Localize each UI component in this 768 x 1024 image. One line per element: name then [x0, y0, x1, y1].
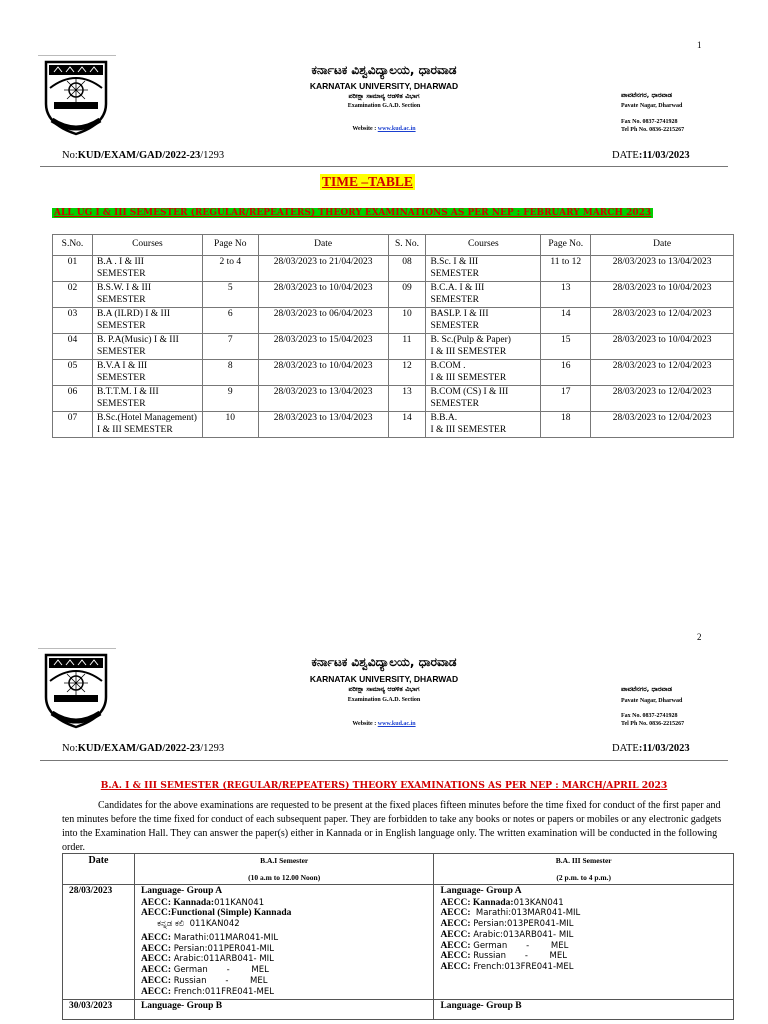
course-cell: B.C.A. I & III SEMESTER	[426, 282, 541, 308]
website-label: Website :	[352, 126, 378, 132]
fax-number: Fax No. 0837-2741928	[621, 119, 678, 125]
serial-number: 11	[388, 334, 426, 360]
university-name: KARNATAK UNIVERSITY, DHARWAD	[309, 674, 459, 684]
address: Pavate Nagar, Dharwad	[621, 103, 683, 109]
university-name-kannada: ಕರ್ನಾಟಕ ವಿಶ್ವವಿದ್ಯಾಲಯ, ಧಾರವಾಡ	[311, 63, 457, 77]
date-range: 28/03/2023 to 13/04/2023	[258, 412, 388, 438]
date-range: 28/03/2023 to 12/04/2023	[591, 386, 734, 412]
ba-exam-schedule-table	[62, 853, 734, 1020]
sem3-papers: Language- Group B	[434, 999, 734, 1019]
header-rule	[40, 760, 728, 761]
page-number-cell: 16	[541, 360, 591, 386]
university-name-kannada: ಕರ್ನಾಟಕ ವಿಶ್ವವಿದ್ಯಾಲಯ, ಧಾರವಾಡ	[311, 655, 457, 669]
column-header: Date	[258, 235, 388, 256]
page-number-cell: 13	[541, 282, 591, 308]
serial-number: 02	[53, 282, 93, 308]
date-range: 28/03/2023 to 10/04/2023	[258, 282, 388, 308]
page-number: 1	[697, 40, 702, 50]
page-number-cell: 8	[202, 360, 258, 386]
serial-number: 10	[388, 308, 426, 334]
page-number-cell: 11 to 12	[541, 256, 591, 282]
table-row	[53, 334, 734, 360]
website-link[interactable]: www.kud.ac.in	[377, 126, 416, 132]
logo-divider	[38, 648, 116, 649]
column-header: S. No.	[388, 235, 426, 256]
table-row	[63, 885, 734, 1000]
paper-line: ಕನ್ನಡ ಕಲಿ 011KAN042	[140, 919, 240, 930]
document-date: DATE:11/03/2023	[612, 743, 690, 754]
sem1-column-header: B.A.I Semester (10 a.m to 12.00 Noon)	[134, 854, 434, 885]
page-number-cell: 7	[202, 334, 258, 360]
website-link[interactable]: www.kud.ac.in	[377, 721, 416, 727]
date-range: 28/03/2023 to 21/04/2023	[258, 256, 388, 282]
paper-line: AECC: Persian:013PER041-MIL	[440, 919, 574, 930]
course-cell: B. P.A(Music) I & III SEMESTER	[92, 334, 202, 360]
section-name: Examination G.A.D. Section	[347, 697, 421, 703]
table-row	[63, 999, 734, 1019]
section-name-kannada: ಪರೀಕ್ಷಾ ಸಾಮಾನ್ಯ ಆಡಳಿತ ವಿಭಾಗ	[348, 92, 420, 100]
document-date: DATE:11/03/2023	[612, 150, 690, 161]
column-header: Page No	[202, 235, 258, 256]
serial-number: 08	[388, 256, 426, 282]
header-rule	[40, 166, 728, 167]
date-range: 28/03/2023 to 06/04/2023	[258, 308, 388, 334]
serial-number: 05	[53, 360, 93, 386]
table-row	[53, 412, 734, 438]
date-range: 28/03/2023 to 10/04/2023	[591, 334, 734, 360]
column-header: S.No.	[53, 235, 93, 256]
date-range: 28/03/2023 to 13/04/2023	[591, 256, 734, 282]
column-header: Courses	[426, 235, 541, 256]
paper-line: AECC: Russian - MEL	[440, 951, 567, 962]
ba-exam-banner: B.A. I & III SEMESTER (REGULAR/REPEATERS) THEORY EXAMINATIONS AS PER NEP : MARCH/APRIL 2023	[100, 780, 668, 791]
course-cell: B.COM (CS) I & III SEMESTER	[426, 386, 541, 412]
page-number-cell: 14	[541, 308, 591, 334]
table-row	[53, 308, 734, 334]
page-number-cell: 17	[541, 386, 591, 412]
address-kannada: ಪಾವಟೆನಗರ, ಧಾರವಾಡ	[621, 91, 672, 99]
page-number-cell: 5	[202, 282, 258, 308]
table-row	[53, 282, 734, 308]
table-header-row	[53, 235, 734, 256]
page-number-cell: 18	[541, 412, 591, 438]
paper-line: AECC:Functional (Simple) Kannada	[140, 908, 292, 919]
date-range: 28/03/2023 to 13/04/2023	[258, 386, 388, 412]
sem3-papers: Language- Group A AECC: Kannada:013KAN041 AECC: Marathi:013MAR041-MIL AECC: Persian:013PER041-MIL AECC: Arabic:013ARB041- MIL AECC: German - MEL AECC: Russian - MEL AECC: French:013FRE041-MEL	[434, 885, 734, 1000]
section-name-kannada: ಪರೀಕ್ಷಾ ಸಾಮಾನ್ಯ ಆಡಳಿತ ವಿಭಾಗ	[348, 685, 420, 693]
instructions-paragraph: Candidates for the above examinations are requested to be present at the fixed places fifteen minutes before the time fixed for conduct of the first paper and ten minutes before the time fixed for conduct of each subsequent paper. They are forbidden to take any books or notes or papers or mobiles or any electronic gadgets into the Examination Hall. They can answer the paper(s) either in Kannada or in English language only. The written examination will be conducted in the following order.	[62, 800, 722, 853]
date-range: 28/03/2023 to 10/04/2023	[258, 360, 388, 386]
serial-number: 01	[53, 256, 93, 282]
course-cell: B.A (ILRD) I & III SEMESTER	[92, 308, 202, 334]
paper-line: AECC: Russian - MEL	[140, 976, 268, 987]
reference-number: No:KUD/EXAM/GAD/2022-23/1293	[62, 743, 225, 754]
course-cell: B.V.A I & III SEMESTER	[92, 360, 202, 386]
sem3-column-header: B.A. III Semester (2 p.m. to 4 p.m.)	[434, 854, 734, 885]
paper-line: AECC: Kannada:013KAN041	[440, 897, 564, 908]
address-kannada: ಪಾವಟೆನಗರ, ಧಾರವಾಡ	[621, 685, 672, 693]
page-number-cell: 9	[202, 386, 258, 412]
section-name: Examination G.A.D. Section	[347, 103, 421, 109]
paper-line: AECC: Arabic:013ARB041- MIL	[440, 929, 574, 940]
timetable-banner: ALL UG I & III SEMESTER (REGULAR/REPEATERS) THEORY EXAMINATIONS AS PER NEP : FEBRUARY MARCH 2023	[54, 208, 652, 218]
column-header: Page No.	[541, 235, 591, 256]
date-column-header: Date	[63, 854, 135, 885]
table-row	[53, 386, 734, 412]
date-range: 28/03/2023 to 15/04/2023	[258, 334, 388, 360]
course-cell: B.S.W. I & III SEMESTER	[92, 282, 202, 308]
website-label: Website :	[352, 721, 378, 727]
course-cell: B.A . I & III SEMESTER	[92, 256, 202, 282]
paper-line: AECC: Kannada:011KAN041	[140, 897, 265, 908]
page-number-cell: 10	[202, 412, 258, 438]
course-cell: B.B.A. I & III SEMESTER	[426, 412, 541, 438]
serial-number: 14	[388, 412, 426, 438]
table-row	[53, 360, 734, 386]
course-cell: B.T.T.M. I & III SEMESTER	[92, 386, 202, 412]
university-name: KARNATAK UNIVERSITY, DHARWAD	[309, 81, 459, 91]
paper-line: AECC: Marathi:013MAR041-MIL	[440, 908, 581, 919]
paper-line: AECC: Persian:011PER041-MIL	[140, 943, 275, 954]
serial-number: 06	[53, 386, 93, 412]
course-cell: B.COM . I & III SEMESTER	[426, 360, 541, 386]
serial-number: 09	[388, 282, 426, 308]
serial-number: 12	[388, 360, 426, 386]
serial-number: 13	[388, 386, 426, 412]
sem1-papers: Language- Group B	[134, 999, 434, 1019]
exam-date: 30/03/2023	[63, 999, 135, 1019]
serial-number: 04	[53, 334, 93, 360]
exam-date: 28/03/2023	[63, 885, 135, 1000]
fax-number: Fax No. 0837-2741928	[621, 713, 678, 719]
course-cell: B.Sc. I & III SEMESTER	[426, 256, 541, 282]
paper-line: AECC: German - MEL	[440, 940, 569, 951]
column-header: Courses	[92, 235, 202, 256]
table-row	[53, 256, 734, 282]
paper-line: AECC: Marathi:011MAR041-MIL	[140, 932, 279, 943]
date-range: 28/03/2023 to 12/04/2023	[591, 360, 734, 386]
date-range: 28/03/2023 to 10/04/2023	[591, 282, 734, 308]
column-header: Date	[591, 235, 734, 256]
page-number: 2	[697, 632, 702, 642]
course-cell: BASLP. I & III SEMESTER	[426, 308, 541, 334]
page-number-cell: 2 to 4	[202, 256, 258, 282]
date-range: 28/03/2023 to 12/04/2023	[591, 308, 734, 334]
paper-line: AECC: French:011FRE041-MEL	[140, 986, 274, 997]
reference-number: No:KUD/EXAM/GAD/2022-23/1293	[62, 150, 225, 161]
page-number-cell: 6	[202, 308, 258, 334]
logo-divider	[38, 55, 116, 56]
date-range: 28/03/2023 to 12/04/2023	[591, 412, 734, 438]
page-number-cell: 15	[541, 334, 591, 360]
sem1-papers: Language- Group A AECC: Kannada:011KAN041 AECC:Functional (Simple) Kannada ಕನ್ನಡ ಕಲಿ 011KAN042 AECC: Marathi:011MAR041-MIL AECC: Persian:011PER041-MIL AECC: Arabic:011ARB041- MIL AECC: German - MEL AECC: Russian - MEL AECC: French:011FRE041-MEL	[134, 885, 434, 1000]
paper-line: AECC: French:013FRE041-MEL	[440, 962, 574, 973]
paper-line: AECC: Arabic:011ARB041- MIL	[140, 954, 274, 965]
address: Pavate Nagar, Dharwad	[621, 698, 683, 704]
schedule-header-row	[63, 854, 734, 885]
paper-line: AECC: German - MEL	[140, 965, 269, 976]
telephone-number: Tel Ph No. 0836-2215267	[621, 721, 685, 727]
serial-number: 03	[53, 308, 93, 334]
course-cell: B.Sc.(Hotel Management) I & III SEMESTER	[92, 412, 202, 438]
telephone-number: Tel Ph No. 0836-2215267	[621, 127, 685, 133]
serial-number: 07	[53, 412, 93, 438]
timetable-title: TIME –TABLE	[322, 174, 413, 189]
course-index-table	[52, 234, 734, 438]
course-cell: B. Sc.(Pulp & Paper) I & III SEMESTER	[426, 334, 541, 360]
